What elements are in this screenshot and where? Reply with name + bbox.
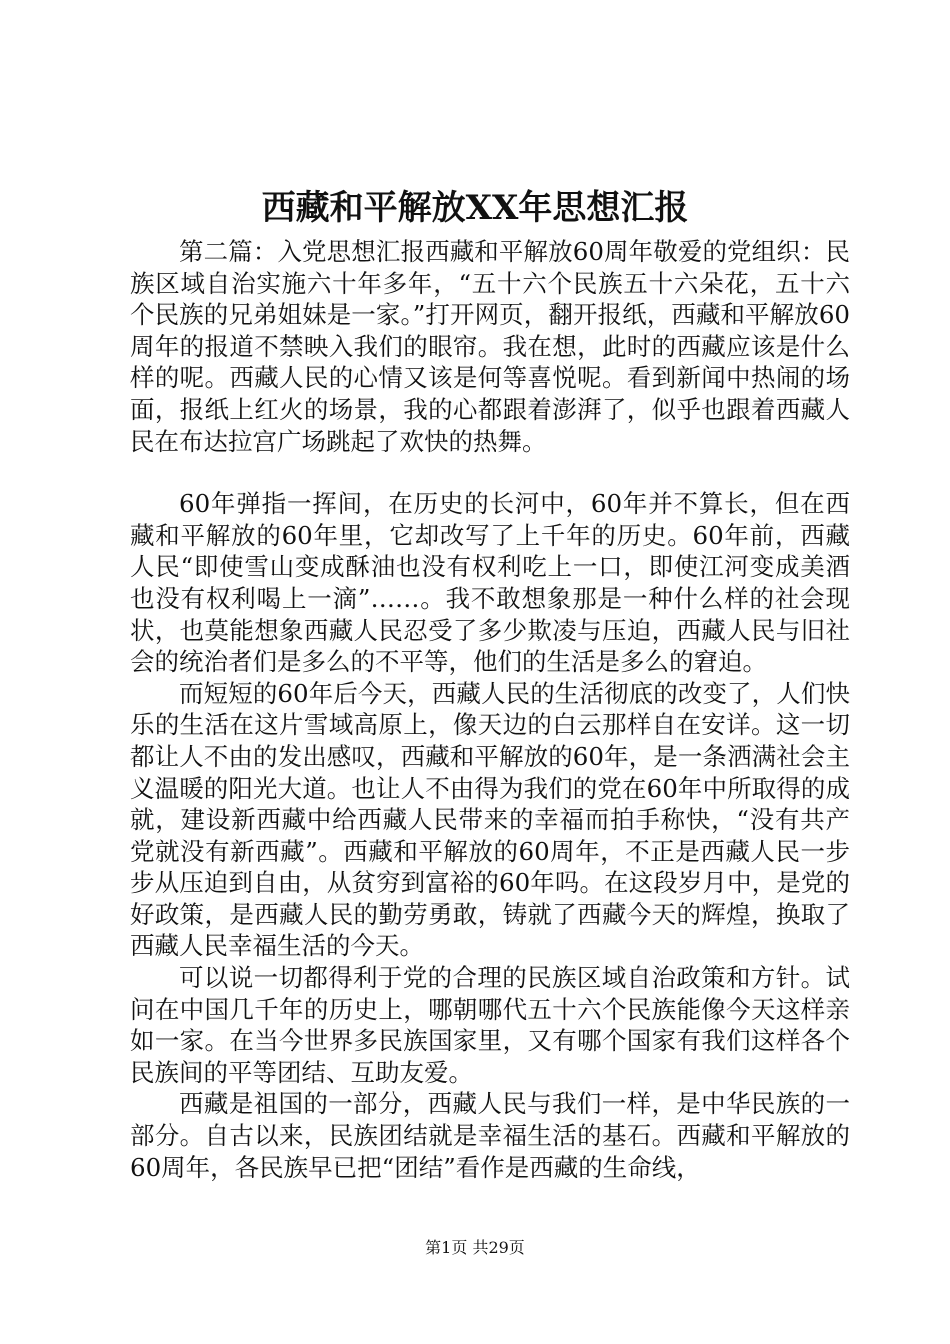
paragraph-1: 第二篇：入党思想汇报西藏和平解放60周年敬爱的党组织：民族区域自治实施六十年多年，“五十六个民族五十六朵花，五十六个民族的兄弟姐妹是一家。”打开网页，翻开报纸，西藏和平解放60周年的报道不禁映入我们的眼帘。我在想，此时的西藏应该是什么样的呢。西藏人民的心情又该是何等喜悦呢。看到新闻中热闹的场面，报纸上红火的场景，我的心都跟着澎湃了，似乎也跟着西藏人民在布达拉宫广场跳起了欢快的热舞。: [130, 237, 850, 456]
document-body: [130, 236, 850, 1183]
page-footer: 第1页 共29页: [425, 1238, 525, 1257]
paragraph-5: 西藏是祖国的一部分，西藏人民与我们一样，是中华民族的一部分。自古以来，民族团结就是幸福生活的基石。西藏和平解放的60周年，各民族早已把“团结”看作是西藏的生命线，: [130, 1089, 850, 1182]
paragraph-3: 而短短的60年后今天，西藏人民的生活彻底的改变了，人们快乐的生活在这片雪域高原上，像天边的白云那样自在安详。这一切都让人不由的发出感叹，西藏和平解放的60年，是一条洒满社会主义温暖的阳光大道。也让人不由得为我们的党在60年中所取得的成就，建设新西藏中给西藏人民带来的幸福而拍手称快，“没有共产党就没有新西藏”。西藏和平解放的60周年，不正是西藏人民一步步从压迫到自由，从贫穷到富裕的60年吗。在这段岁月中，是党的好政策，是西藏人民的勤劳勇敢，铸就了西藏今天的辉煌，换取了西藏人民幸福生活的今天。: [130, 678, 850, 961]
paragraph-4: 可以说一切都得利于党的合理的民族区域自治政策和方针。试问在中国几千年的历史上，哪朝哪代五十六个民族能像今天这样亲如一家。在当今世界多民族国家里，又有哪个国家有我们这样各个民族间的平等团结、互助友爱。: [130, 963, 850, 1087]
document-title: 西藏和平解放XX年思想汇报: [261, 188, 689, 228]
paragraph-2: 60年弹指一挥间，在历史的长河中，60年并不算长，但在西藏和平解放的60年里，它却改写了上千年的历史。60年前，西藏人民“即使雪山变成酥油也没有权利吃上一口，即使江河变成美酒也没有权利喝上一滴”……。我不敢想象那是一种什么样的社会现状，也莫能想象西藏人民忍受了多少欺凌与压迫，西藏人民与旧社会的统治者们是多么的不平等，他们的生活是多么的窘迫。: [130, 489, 850, 677]
